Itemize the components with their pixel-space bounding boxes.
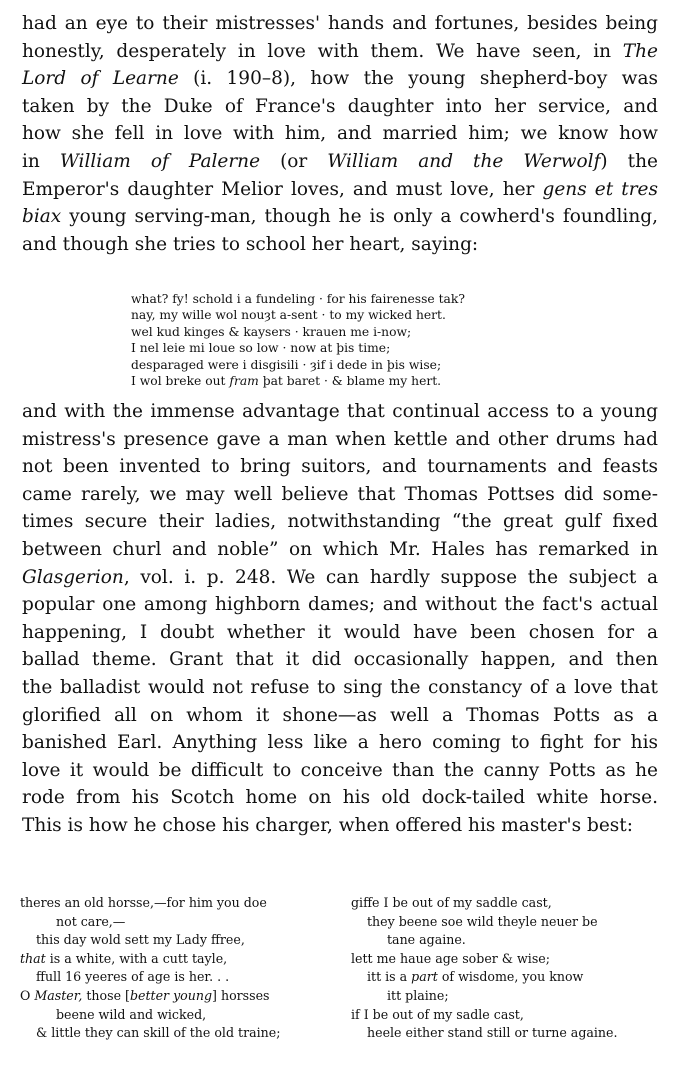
title-italic: Glasgerion (22, 566, 124, 588)
verse-column-left (20, 894, 340, 1043)
text-line: Emperor's daughter Melior loves, and must love, her gens et tres (22, 178, 658, 200)
verse-line: wel kud kinges & kaysers · krauen me i-now; (131, 324, 412, 339)
text-line: taken by the Duke of France's daughter into her service, and (22, 95, 658, 117)
verse-line: I wol breke out fram þat baret · & blame my hert. (131, 374, 442, 389)
text-line: glorified all on whom it shone—as well a Thomas Potts as a (22, 704, 658, 726)
phrase-italic: biax (22, 206, 62, 228)
text-line: in William of Palerne (or William and the Werwolf) the (22, 150, 658, 172)
verse-line: what? fy! schold i a fundeling · for his fairenesse tak? (131, 292, 465, 306)
verse-line: I nel leie mi loue so low · now at þis time; (131, 341, 391, 356)
text-line: and with the immense advantage that continual access to a young (22, 401, 658, 422)
verse-line: heele either stand still or turne againe. (367, 1025, 618, 1041)
text-line: honestly, desperately in love with them. We have seen, in The (22, 40, 658, 62)
text-line: Glasgerion, vol. i. p. 248. We can hardly suppose the subject a (22, 566, 658, 588)
verse-line: this day wold sett my Lady ffree, (36, 932, 245, 948)
verse-line: that is a white, with a cutt tayle, (20, 950, 228, 966)
text-line: the balladist would not refuse to sing the constancy of a love that (22, 676, 658, 698)
verse-line: not care,— (56, 913, 126, 929)
text-line: biax young serving-man, though he is only a cowherd's foundling, (22, 206, 658, 228)
verse-line: tane againe. (387, 932, 466, 948)
title-italic: William of Palerne (59, 150, 261, 172)
verse-line: desparaged were i disgisili · ȝif i dede in þis wise; (131, 357, 442, 372)
text-line: rode from his Scotch home on his old dock-tailed white horse. (22, 787, 658, 809)
verse-line: nay, my wille wol nouȝt a-sent · to my wicked hert. (131, 308, 446, 323)
text-line: had an eye to their mistresses' hands and fortunes, besides being (22, 13, 658, 34)
title-italic: William and the Werwolf (327, 150, 601, 172)
text-line: times secure their ladies, notwithstanding “the great gulf fixed (22, 511, 658, 533)
text-line: popular one among highborn dames; and without the fact's actual (22, 594, 658, 616)
verse-line: theres an old horsse,—for him you doe (20, 895, 267, 910)
verse-line: ffull 16 yeeres of age is her. . . (36, 969, 230, 985)
verse-column-right (351, 894, 663, 1043)
verse-quotation (131, 291, 571, 389)
verse-line: giffe I be out of my saddle cast, (351, 895, 552, 910)
verse-line: itt is a part of wisdome, you know (367, 969, 584, 985)
text-line: how she fell in love with him, and married him; we know how (22, 123, 658, 145)
verse-line: beene wild and wicked, (56, 1006, 207, 1022)
text-line: Lord of Learne (i. 190–8), how the young shepherd-boy was (22, 68, 658, 90)
verse-line: if I be out of my sadle cast, (351, 1006, 524, 1022)
paragraph-intro (22, 10, 658, 258)
text-line: came rarely, we may well believe that Thomas Pottses did some- (22, 483, 658, 505)
phrase-italic: gens et tres (542, 178, 658, 200)
title-italic: The (622, 40, 658, 62)
text-line: mistress's presence gave a man when kettle and other drums had (22, 428, 658, 450)
verse-line: O Master, those [better young] horsses (20, 987, 270, 1003)
text-line: happening, I doubt whether it would have been chosen for a (22, 621, 658, 643)
text-line: ballad theme. Grant that it did occasionally happen, and then (22, 649, 658, 671)
verse-line: they beene soe wild theyle neuer be (367, 913, 598, 929)
text-line: love it would be difficult to conceive than the canny Potts as he (22, 759, 658, 781)
text-line: not been invented to bring suitors, and tournaments and feasts (22, 456, 658, 478)
title-italic: Lord of Learne (22, 68, 179, 90)
verse-line: lett me haue age sober & wise; (351, 950, 550, 966)
verse-line: itt plaine; (387, 987, 449, 1003)
text-line: between churl and noble” on which Mr. Hales has remarked in (22, 538, 658, 560)
text-line: and though she tries to school her heart, saying: (22, 233, 479, 255)
verse-line: & little they can skill of the old traine; (36, 1025, 281, 1041)
text-line: banished Earl. Anything less like a hero coming to fight for his (22, 732, 658, 754)
paragraph-main (22, 398, 658, 840)
text-line: This is how he chose his charger, when offered his master's best: (22, 814, 633, 836)
